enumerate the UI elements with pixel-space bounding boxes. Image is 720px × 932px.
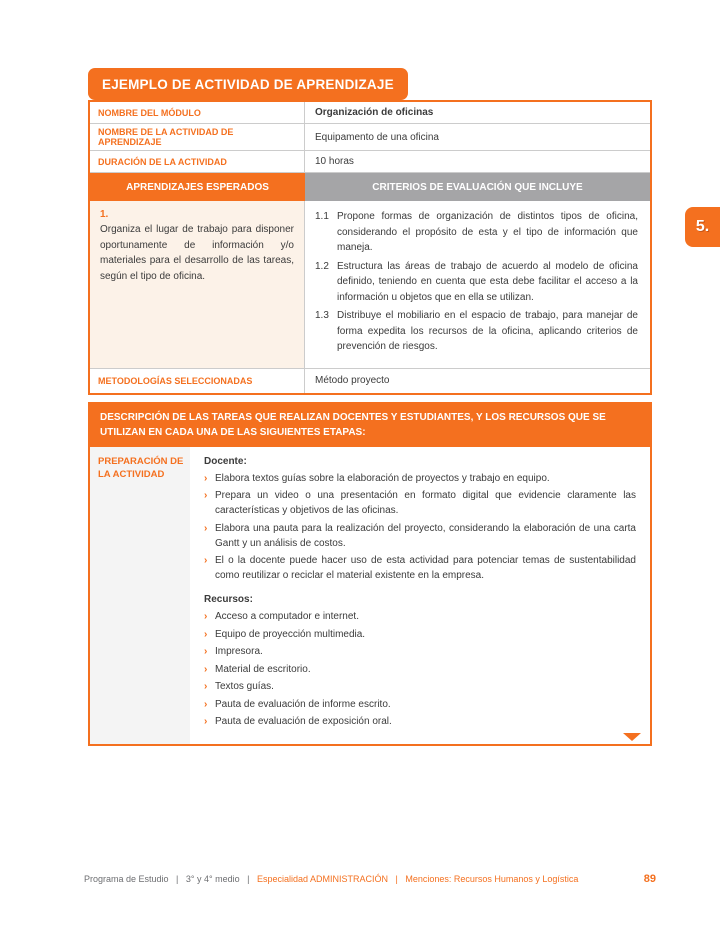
list-item (204, 679, 636, 694)
bullet-icon: › (204, 681, 208, 692)
table-row (90, 124, 650, 151)
bullet-icon: › (204, 716, 208, 727)
activity-name-value: Equipamento de una oficina (315, 131, 439, 143)
chapter-tab: 5. (685, 207, 720, 247)
criterion-text: Estructura las áreas de trabajo de acuerdo al modelo de oficina definido, teniendo en cuenta que esta debe facilitar el acceso a la información u objetos que en ella se utilizan. (337, 260, 638, 303)
criterion-item (315, 209, 638, 256)
bullet-icon: › (204, 628, 208, 640)
bullet-icon: › (204, 611, 208, 622)
list-item (204, 471, 636, 486)
evaluation-criteria-cell (305, 201, 650, 368)
page-footer (84, 873, 656, 885)
module-name-label: NOMBRE DEL MÓDULO (90, 102, 305, 123)
list-item (204, 662, 636, 677)
footer-text (84, 874, 632, 884)
methodology-value: Método proyecto (315, 375, 390, 386)
page-number: 89 (643, 873, 656, 885)
list-item (204, 644, 636, 659)
methodology-label: METODOLOGÍAS SELECCIONADAS (90, 369, 305, 393)
bullet-icon: › (204, 522, 208, 534)
tasks-description-header: DESCRIPCIÓN DE LAS TAREAS QUE REALIZAN DOCENTES Y ESTUDIANTES, Y LOS RECURSOS QUE SE UTILIZAN EN CADA UNA DE LAS SIGUIENTES ETAPAS: (90, 404, 650, 447)
duration-label: DURACIÓN DE LA ACTIVIDAD (90, 151, 305, 172)
list-item (204, 697, 636, 712)
recursos-section-title: Recursos: (204, 594, 253, 605)
expected-learning-cell (90, 201, 305, 368)
methodology-row (90, 369, 650, 393)
list-item-text: Material de escritorio. (215, 663, 311, 675)
bullet-icon: › (204, 663, 208, 675)
list-item (204, 488, 636, 518)
criterion-item (315, 259, 638, 306)
list-item-text: Pauta de evaluación de informe escrito. (215, 698, 391, 710)
list-item (204, 609, 636, 624)
preparation-row (90, 447, 650, 744)
criterion-item (315, 308, 638, 355)
expectations-row (90, 201, 650, 369)
list-item-text: El o la docente puede hacer uso de esta actividad para potenciar temas de sustentabilidad como reutilizar o reciclar el material existente en la empresa. (215, 555, 636, 581)
table-row (90, 151, 650, 173)
list-item-text: Elabora textos guías sobre la elaboración de proyectos y trabajo en equipo. (215, 472, 550, 484)
list-item-text: Acceso a computador e internet. (215, 611, 359, 622)
list-item-text: Prepara un video o una presentación en formato digital que evidencie claramente las características y objetivos de las oficinas. (215, 490, 636, 516)
table-row (90, 102, 650, 124)
list-item-text: Textos guías. (215, 681, 274, 692)
duration-value: 10 horas (315, 156, 354, 167)
activity-info-table (88, 100, 652, 395)
list-item-text: Equipo de proyección multimedia. (215, 628, 366, 640)
table-header-row (90, 173, 650, 201)
expected-learning-text: Organiza el lugar de trabajo para disponer oportunamente de información y/o materiales para el desarrollo de las tareas, según el tipo de oficina. (100, 224, 294, 282)
criterion-text: Distribuye el mobiliario en el espacio de trabajo, para manejar de forma expedita los recursos de la oficina, aplicando criterios de prevención de riesgos. (337, 310, 638, 352)
footer-specialty-text: Especialidad ADMINISTRACIÓN | Menciones: Recursos Humanos y Logística (249, 874, 579, 884)
list-item-text: Pauta de evaluación de exposición oral. (215, 716, 392, 727)
criterion-number: 1.3 (315, 310, 329, 321)
expected-learning-number: 1. (100, 209, 109, 220)
criterion-number: 1.1 (315, 211, 329, 222)
list-item (204, 553, 636, 583)
bullet-icon: › (204, 490, 208, 501)
list-item-text: Impresora. (215, 646, 263, 657)
evaluation-criteria-header: CRITERIOS DE EVALUACIÓN QUE INCLUYE (305, 173, 650, 201)
list-item-text: Elabora una pauta para la realización del proyecto, considerando la elaboración de una carta Gantt y un análisis de costos. (215, 522, 636, 549)
page-title: EJEMPLO DE ACTIVIDAD DE APRENDIZAJE (88, 68, 408, 100)
bullet-icon: › (204, 472, 208, 484)
page-content (88, 68, 652, 746)
tasks-description-table (88, 402, 652, 746)
preparation-content (190, 447, 650, 744)
list-item (204, 714, 636, 729)
preparation-label: PREPARACIÓN DE LA ACTIVIDAD (90, 447, 190, 744)
activity-name-label: NOMBRE DE LA ACTIVIDAD DE APRENDIZAJE (90, 124, 305, 150)
docente-section-title: Docente: (204, 455, 247, 467)
list-item (204, 521, 636, 551)
bullet-icon: › (204, 555, 208, 566)
criterion-text: Propone formas de organización de distintos tipos de oficina, considerando el propósito de esta y el tipo de información que maneja. (337, 211, 638, 253)
module-name-value: Organización de oficinas (315, 107, 434, 118)
list-item (204, 627, 636, 642)
bullet-icon: › (204, 646, 208, 657)
continuation-arrow-icon (623, 733, 641, 741)
bullet-icon: › (204, 698, 208, 710)
footer-program-text: Programa de Estudio | 3° y 4° medio | (84, 874, 250, 884)
expected-learning-header: APRENDIZAJES ESPERADOS (90, 173, 305, 201)
criterion-number: 1.2 (315, 260, 329, 272)
